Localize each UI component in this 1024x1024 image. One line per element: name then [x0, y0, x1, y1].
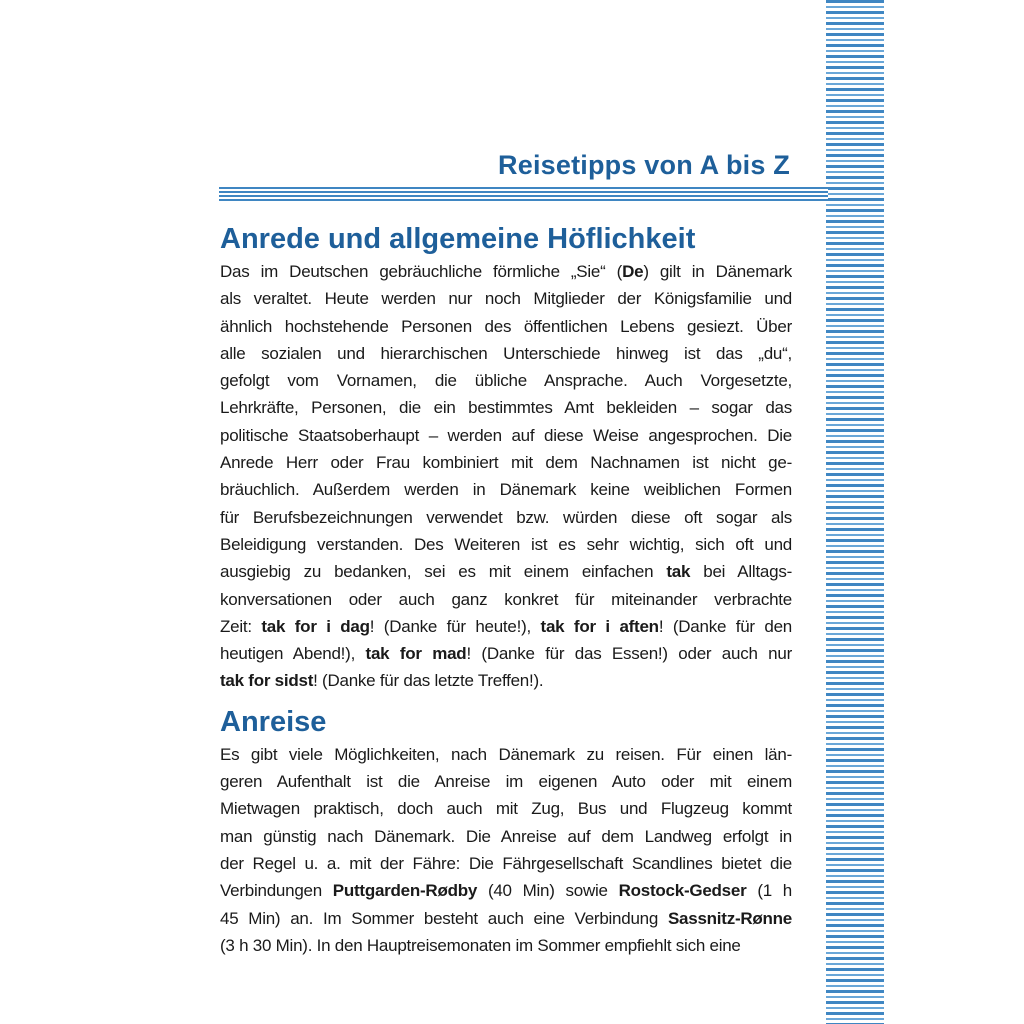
- section-anrede: [220, 220, 792, 695]
- text-run: 45 Min) an. Im Sommer besteht auch eine Verbindung: [220, 908, 668, 928]
- text-line: [220, 613, 792, 640]
- text-line: [220, 768, 792, 795]
- text-run: heutigen Abend!),: [220, 644, 366, 664]
- text-run: bei Alltags-: [690, 562, 792, 582]
- text-run: Es gibt viele Möglichkeiten, nach Dänemark zu reisen. Für einen län-: [220, 744, 792, 764]
- text-line: [220, 504, 792, 531]
- text-run: ähnlich hochstehende Personen des öffentlichen Lebens gesiezt. Über: [220, 316, 792, 336]
- text-line: [220, 285, 792, 312]
- text-run: politische Staatsoberhaupt – werden auf diese Weise angesprochen. Die: [220, 425, 792, 445]
- danish-term: tak for i dag: [261, 616, 370, 636]
- text-line: [220, 340, 792, 367]
- text-line: [220, 476, 792, 503]
- text-run: geren Aufenthalt ist die Anreise im eigenen Auto oder mit einem: [220, 772, 792, 792]
- text-run: (3 h 30 Min). In den Hauptreisemonaten im Sommer empfiehlt sich eine: [220, 935, 741, 955]
- danish-term: De: [622, 262, 644, 281]
- text-run: ) gilt in Dänemark: [643, 262, 792, 281]
- text-run: Anrede Herr oder Frau kombiniert mit dem Nachnamen ist nicht ge-: [220, 453, 792, 473]
- text-run: Lehrkräfte, Personen, die ein bestimmtes Amt bekleiden – sogar das: [220, 398, 792, 418]
- danish-term: Sassnitz-Rønne: [667, 908, 792, 928]
- text-run: (1 h: [746, 881, 792, 901]
- text-line: [220, 877, 792, 904]
- text-run: ausgiebig zu bedanken, sei es mit einem einfachen: [220, 562, 667, 582]
- text-line: [220, 367, 792, 394]
- page-edge-stripes: [826, 0, 884, 1024]
- text-line: [220, 667, 792, 694]
- text-line: [220, 640, 792, 667]
- text-run: ! (Danke für das letzte Treffen!).: [313, 671, 544, 691]
- text-line: [220, 258, 792, 285]
- text-run: Das im Deutschen gebräuchliche förmliche „Sie“ (: [220, 262, 623, 281]
- text-run: Beleidigung verstanden. Des Weiteren ist es sehr wichtig, sich oft und: [220, 534, 792, 554]
- text-run: gefolgt vom Vornamen, die übliche Ansprache. Auch Vorgesetzte,: [220, 371, 792, 391]
- danish-term: tak for sidst: [220, 671, 314, 691]
- text-run: (40 Min) sowie: [477, 881, 619, 901]
- header-rule: [219, 187, 828, 201]
- text-line: [220, 795, 792, 822]
- text-line: [220, 932, 792, 959]
- section-anreise: [220, 703, 792, 959]
- text-run: man günstig nach Dänemark. Die Anreise auf dem Landweg erfolgt in: [220, 826, 792, 846]
- text-run: als veraltet. Heute werden nur noch Mitglieder der Königsfamilie und: [220, 289, 792, 309]
- danish-term: tak for mad: [365, 644, 467, 664]
- section-body: [220, 741, 792, 959]
- text-line: [220, 905, 792, 932]
- section-heading: Anrede und allgemeine Höflichkeit: [220, 223, 696, 255]
- section-heading: Anreise: [220, 705, 327, 738]
- danish-term: Puttgarden-Rødby: [332, 881, 478, 901]
- section-body: [220, 258, 792, 695]
- text-line: [220, 394, 792, 421]
- text-run: für Berufsbezeichnungen verwendet bzw. würden diese oft sogar als: [220, 507, 792, 527]
- text-run: Zeit:: [220, 616, 262, 636]
- danish-term: Rostock-Gedser: [618, 881, 747, 901]
- danish-term: tak: [666, 562, 691, 582]
- danish-term: tak for i aften: [540, 616, 659, 636]
- text-run: ! (Danke für den: [658, 616, 792, 636]
- text-line: [220, 449, 792, 476]
- text-run: ! (Danke für das Essen!) oder auch nur: [466, 644, 792, 664]
- text-run: der Regel u. a. mit der Fähre: Die Fährgesellschaft Scandlines bietet die: [220, 853, 792, 873]
- page-content: [220, 220, 792, 959]
- text-line: [220, 823, 792, 850]
- text-run: Mietwagen praktisch, doch auch mit Zug, Bus und Flugzeug kommt: [220, 799, 792, 819]
- text-run: konversationen oder auch ganz konkret für miteinander verbrachte: [220, 589, 792, 609]
- text-line: [220, 422, 792, 449]
- page-header-title: Reisetipps von A bis Z: [498, 150, 790, 180]
- text-run: bräuchlich. Außerdem werden in Dänemark keine weiblichen Formen: [220, 480, 792, 500]
- text-run: Verbindungen: [220, 881, 333, 901]
- text-line: [220, 531, 792, 558]
- text-run: ! (Danke für heute!),: [369, 616, 541, 636]
- text-run: alle sozialen und hierarchischen Unterschiede hinweg ist das „du“,: [220, 343, 792, 363]
- text-line: [220, 313, 792, 340]
- text-line: [220, 586, 792, 613]
- text-line: [220, 741, 792, 768]
- text-line: [220, 558, 792, 585]
- text-line: [220, 850, 792, 877]
